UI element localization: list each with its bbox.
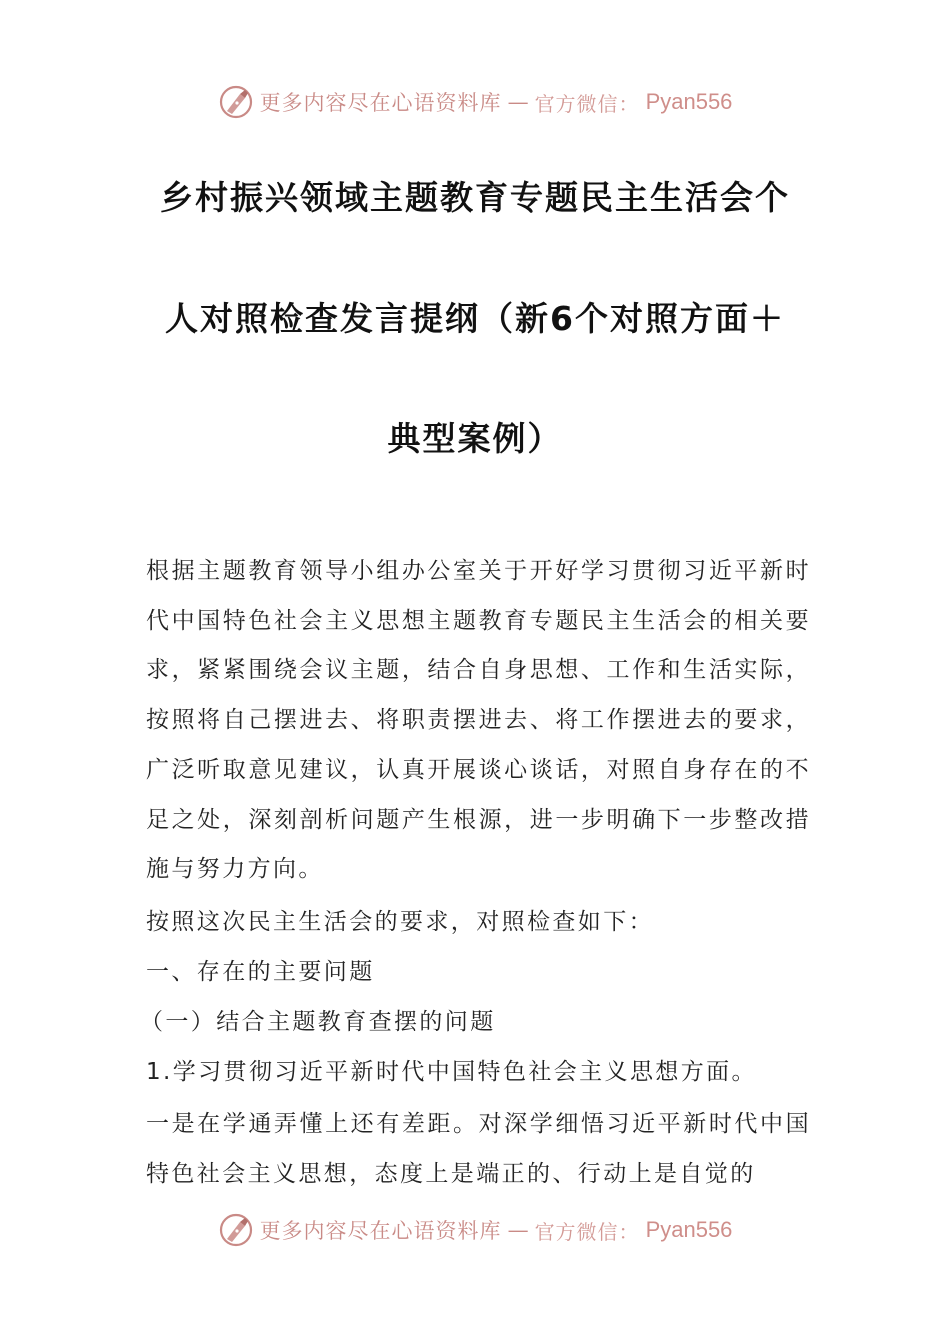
subsection-heading-1: （一）结合主题教育查摆的问题 [140, 1009, 496, 1035]
document-title-line-2: 人对照检查发言提纲（新6个对照方面＋ [165, 299, 785, 338]
footer-banner [0, 1208, 950, 1252]
point-paragraph-1: 一是在学通弄懂上还有差距。对深学细悟习近平新时代中国特色社会主义思想，态度上是端正的、行动上是自觉的 [146, 1111, 811, 1187]
banner-contact-id: Pyan556 [645, 1217, 733, 1242]
banner-separator: — [507, 1218, 529, 1242]
section-heading-1: 一、存在的主要问题 [146, 959, 375, 985]
banner-site-text: 更多内容尽在心语资料库 [259, 91, 502, 115]
document-title-line-3: 典型案例） [387, 419, 563, 458]
item-heading-1: 1.学习贯彻习近平新时代中国特色社会主义思想方面。 [146, 1059, 757, 1085]
banner-site-text: 更多内容尽在心语资料库 [259, 1219, 502, 1243]
intro-paragraph: 根据主题教育领导小组办公室关于开好学习贯彻习近平新时代中国特色社会主义思想主题教育专题民主生活会的相关要求，紧紧围绕会议主题，结合自身思想、工作和生活实际，按照将自己摆进去、将职责摆进去、将工作摆进去的要求，广泛听取意见建议，认真开展谈心谈话，对照自身存在的不足之处，深刻剖析问题产生根源，进一步明确下一步整改措施与努力方向。 [146, 558, 811, 883]
banner-contact-label: 官方微信： [534, 1219, 640, 1244]
check-statement: 按照这次民主生活会的要求，对照检查如下： [146, 909, 654, 935]
banner-contact-label: 官方微信： [534, 91, 640, 116]
banner-separator: — [507, 90, 529, 114]
pen-nib-circle-icon [218, 84, 254, 120]
document-title-line-1: 乡村振兴领域主题教育专题民主生活会个 [160, 178, 790, 217]
pen-nib-circle-icon [218, 1212, 254, 1248]
header-banner [0, 80, 950, 124]
banner-contact-id: Pyan556 [645, 89, 733, 114]
